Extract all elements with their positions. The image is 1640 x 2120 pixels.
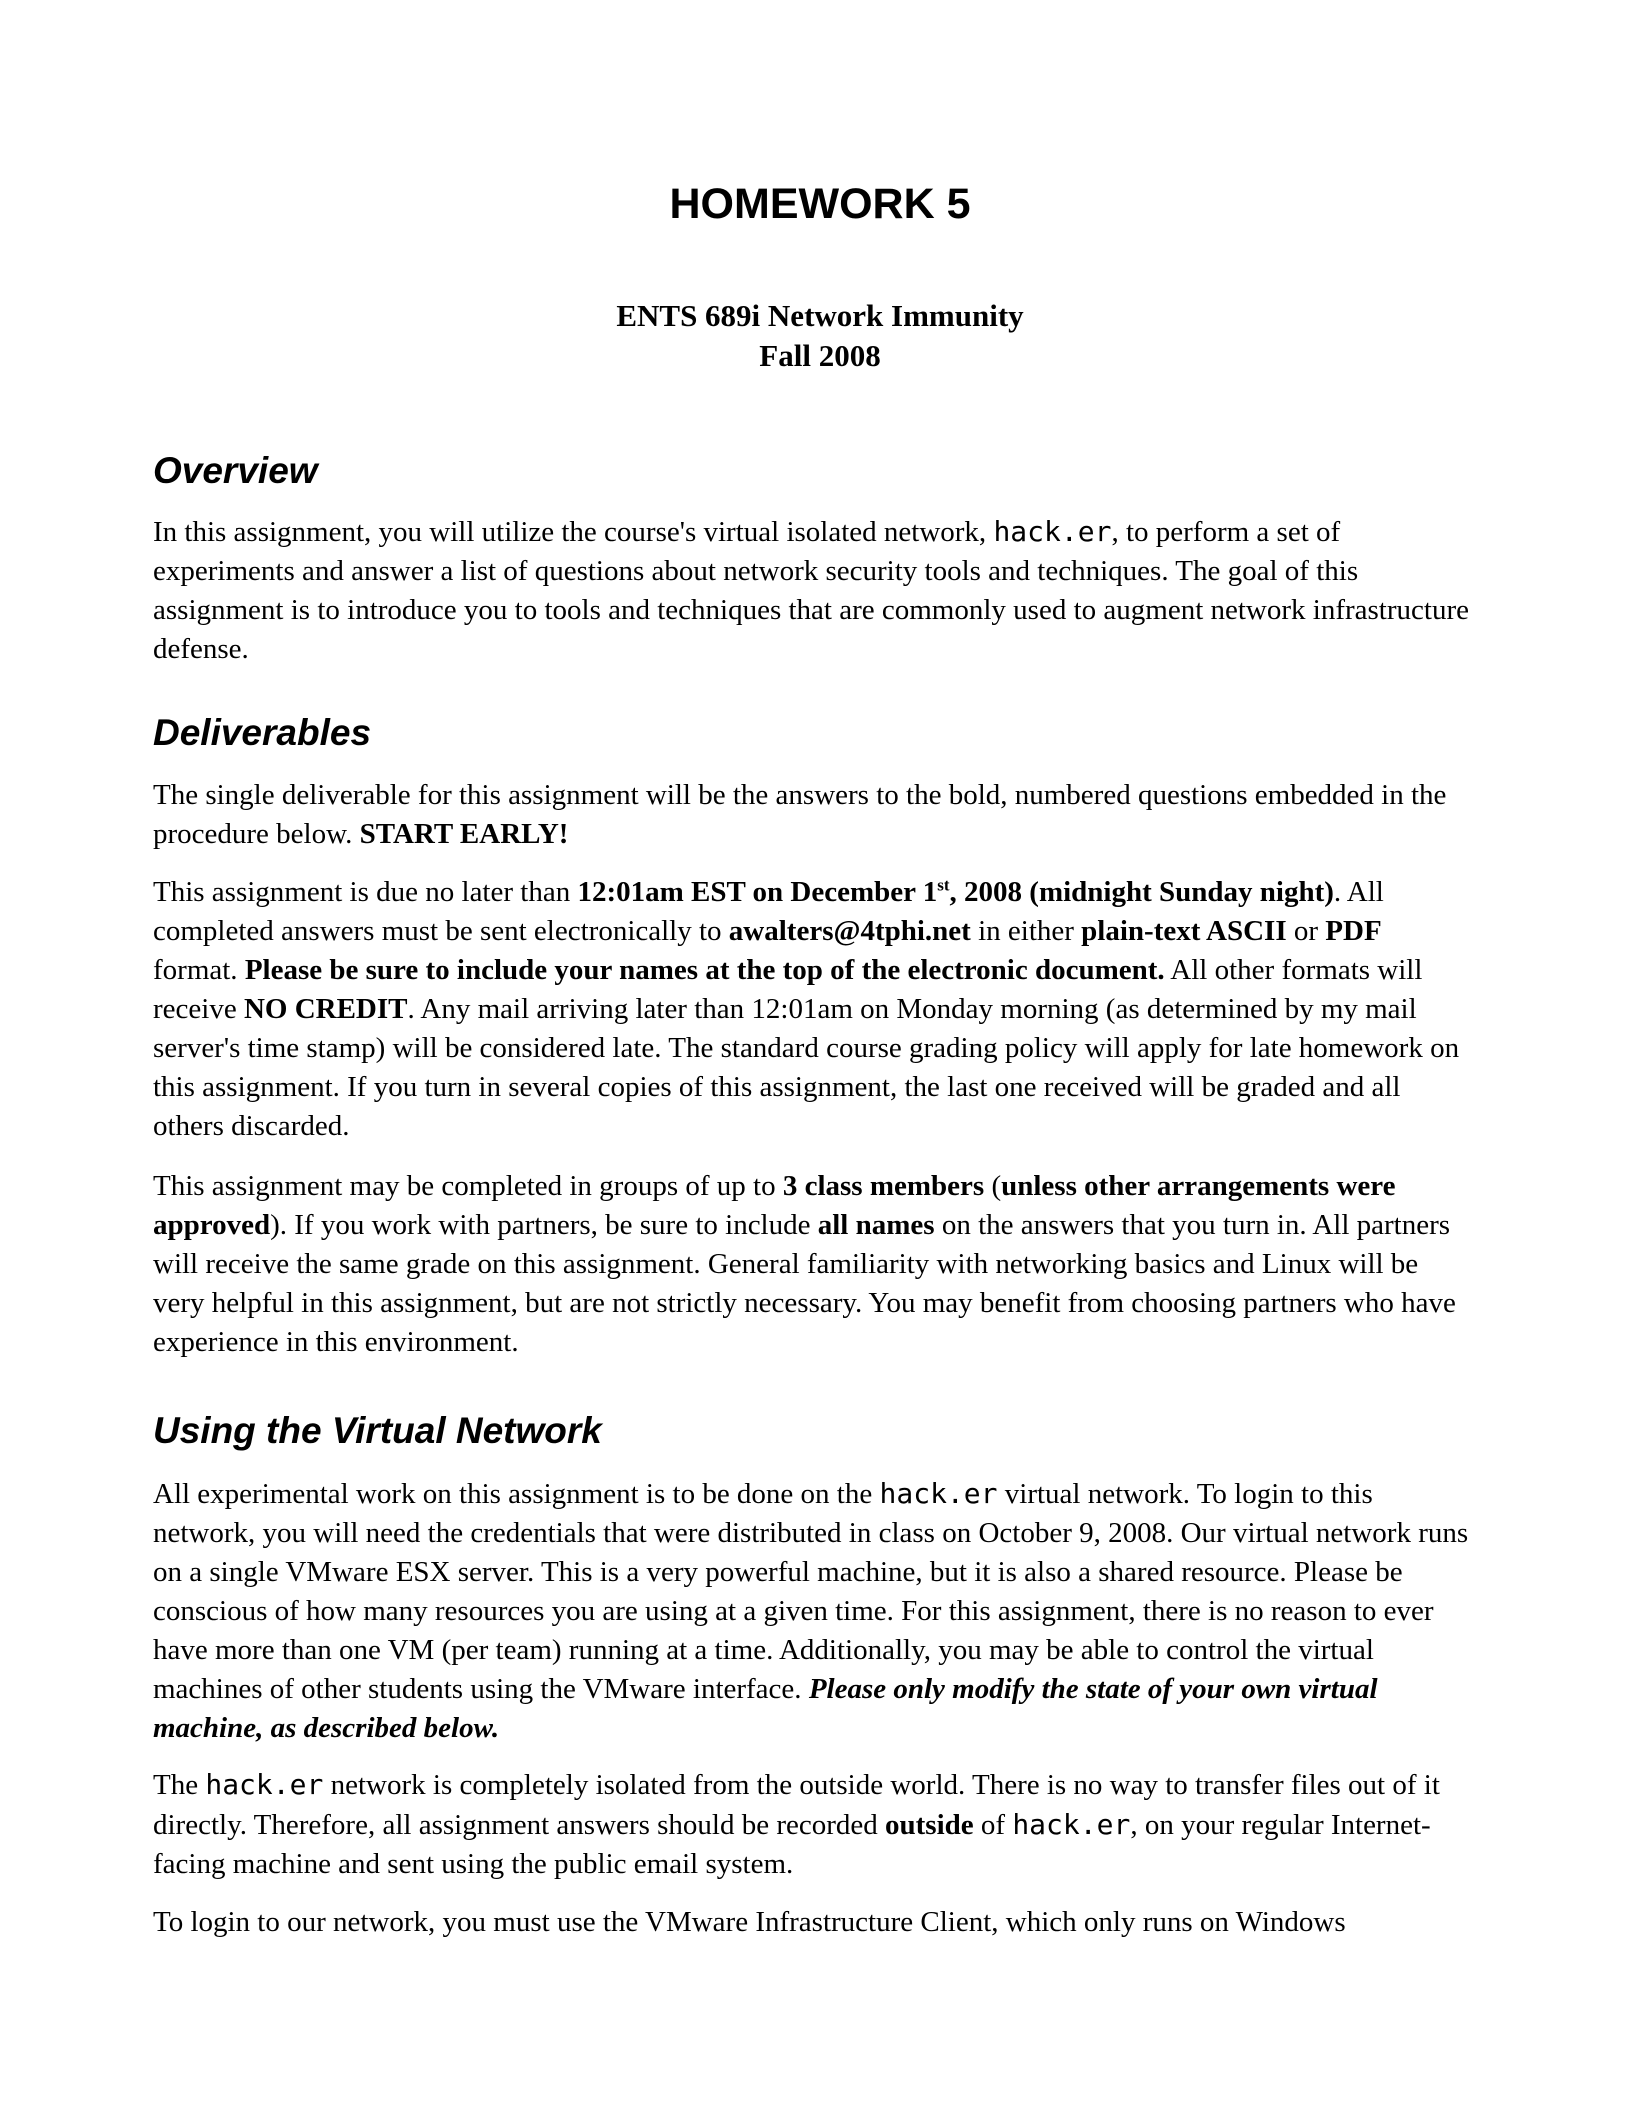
deliverables-heading: Deliverables	[153, 712, 372, 753]
virtual-network-heading: Using the Virtual Network	[153, 1410, 602, 1451]
virtual-network-paragraph-1: All experimental work on this assignment is to be done on the hack.er virtual network. To login to this network, you will need the credentials that were distributed in class on October 9, 2008. Our virtual network runs on a single VMware ESX server. This is a very powerful machine, but it is also a shared resource. Please be conscious of how many resources you are using at a given time. For this assignment, there is no reason to ever have more than one VM (per team) running at a time. Additionally, you may be able to control the virtual machines of other students using the VMware interface. Please only modify the state of your own virtual machine, as described below.	[153, 1477, 1469, 1744]
network-name: hack.er	[993, 515, 1112, 548]
overview-heading: Overview	[153, 450, 318, 491]
warning-text: Please only modify the state of your own virtual machine, as described below.	[153, 1673, 1378, 1744]
deliverables-paragraph-2: This assignment is due no later than 12:01am EST on December 1st, 2008 (midnight Sunday night). All completed answers must be sent electronically to awalters@4tphi.net in either plain-text ASCII or PDF format. Please be sure to include your names at the top of the electronic document. All other formats will receive NO CREDIT. Any mail arriving later than 12:01am on Monday morning (as determined by my mail server's time stamp) will be considered late. The standard course grading policy will apply for late homework on this assignment. If you turn in several copies of this assignment, the last one received will be graded and all others discarded.	[153, 875, 1460, 1142]
due-date-text: 12:01am EST on December 1	[577, 876, 938, 908]
start-early-text: START EARLY!	[359, 818, 569, 850]
deliverables-paragraph-3: This assignment may be completed in groups of up to 3 class members (unless other arrangements were approved). If you work with partners, be sure to include all names on the answers that you turn in. All partners will receive the same grade on this assignment. General familiarity with networking basics and Linux will be very helpful in this assignment, but are not strictly necessary. You may benefit from choosing partners who have experience in this environment.	[153, 1170, 1456, 1358]
course-name: ENTS 689i Network Immunity	[616, 298, 1024, 333]
overview-paragraph: In this assignment, you will utilize the course's virtual isolated network, hack.er, to perform a set of experiments and answer a list of questions about network security tools and techniques. The goal of this assignment is to introduce you to tools and techniques that are commonly used to augment network infrastructure defense.	[153, 515, 1469, 665]
virtual-network-paragraph-3: To login to our network, you must use the VMware Infrastructure Client, which only runs on Windows	[153, 1906, 1346, 1938]
deliverables-paragraph-1: The single deliverable for this assignment will be the answers to the bold, numbered questions embedded in the procedure below. START EARLY!	[153, 779, 1447, 850]
document-title: HOMEWORK 5	[669, 180, 971, 228]
course-term: Fall 2008	[759, 338, 881, 373]
virtual-network-paragraph-2: The hack.er network is completely isolated from the outside world. There is no way to transfer files out of it directly. Therefore, all assignment answers should be recorded outside of hack.er, on your regular Internet-facing machine and sent using the public email system.	[153, 1768, 1440, 1880]
submission-email: awalters@4tphi.net	[728, 915, 971, 947]
